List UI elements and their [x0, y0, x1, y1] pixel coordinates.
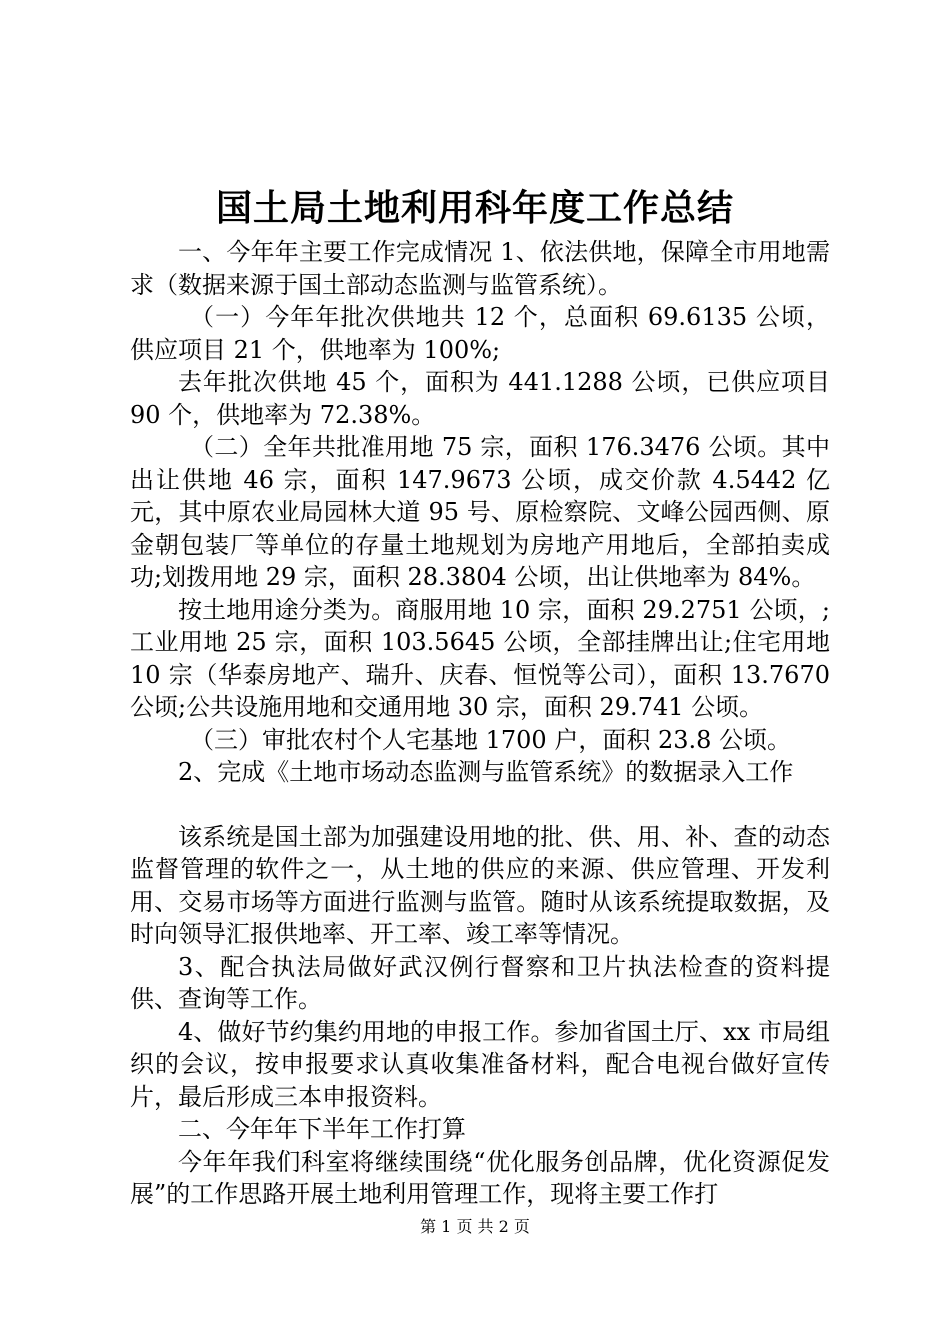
paragraph-section-one-intro: 一、今年年主要工作完成情况 1、依法供地，保障全市用地需求（数据来源于国土部动态监测与监管系统）。	[130, 238, 830, 299]
paragraph-item-one: （一）今年年批次供地共 12 个，总面积 69.6135 公顷，供应项目 21 个，供地率为 100%;	[130, 303, 830, 364]
paragraph-item-three: （三）审批农村个人宅基地 1700 户，面积 23.8 公顷。	[190, 725, 792, 754]
paragraph-land-use-classification: 按土地用途分类为。商服用地 10 宗，面积 29.2751 公顷，;工业用地 25 宗，面积 103.5645 公顷，全部挂牌出让;住宅用地 10 宗（华泰房地产、瑞升、庆春、恒悦等公司），面积 13.7670 公顷;公共设施用地和交通用地 30 宗，面积 29.741 公顷。	[130, 595, 830, 721]
document-title: 国土局土地利用科年度工作总结	[215, 187, 734, 229]
paragraph-section-two-heading: 二、今年年下半年工作打算	[178, 1115, 466, 1143]
page-footer: 第 1 页 共 2 页	[420, 1217, 530, 1236]
paragraph-point-four: 4、做好节约集约用地的申报工作。参加省国土厅、xx 市局组织的会议，按申报要求认真收集准备材料，配合电视台做好宣传片，最后形成三本申报资料。	[130, 1017, 830, 1111]
paragraph-system-description: 该系统是国土部为加强建设用地的批、供、用、补、查的动态监督管理的软件之一，从土地的供应的来源、供应管理、开发利用、交易市场等方面进行监测与监管。随时从该系统提取数据，及时向领导汇报供地率、开工率、竣工率等情况。	[130, 822, 830, 948]
paragraph-last-year-supply: 去年批次供地 45 个，面积为 441.1288 公顷，已供应项目 90 个，供地率为 72.38%。	[130, 368, 830, 429]
paragraph-section-two-intro: 今年年我们科室将继续围绕“优化服务创品牌，优化资源促发展”的工作思路开展土地利用管理工作，现将主要工作打	[130, 1147, 830, 1208]
paragraph-spacer	[130, 789, 830, 821]
paragraph-item-two: （二）全年共批准用地 75 宗，面积 176.3476 公顷。其中出让供地 46 宗，面积 147.9673 公顷，成交价款 4.5442 亿元，其中原农业局园林大道 95 号、原检察院、文峰公园西侧、原金朝包装厂等单位的存量土地规划为房地产用地后，全部拍卖成功;划拨用地 29 宗，面积 28.3804 公顷，出让供地率为 84%。	[130, 433, 830, 591]
paragraph-point-two-heading: 2、完成《土地市场动态监测与监管系统》的数据录入工作	[178, 758, 794, 786]
document-body	[130, 236, 830, 1211]
paragraph-point-three: 3、配合执法局做好武汉例行督察和卫片执法检查的资料提供、查询等工作。	[130, 952, 830, 1013]
